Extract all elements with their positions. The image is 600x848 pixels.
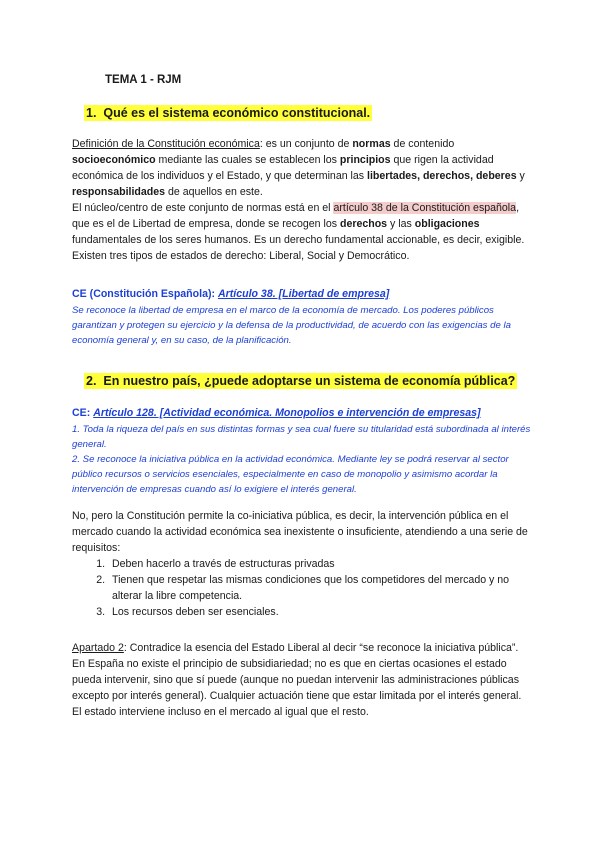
document-title: TEMA 1 - RJM	[105, 74, 182, 86]
apartado-paragraph	[72, 640, 532, 720]
heading-text: Qué es el sistema económico constitucional.	[103, 106, 371, 120]
heading-number: 2.	[86, 374, 97, 388]
bold-term: normas	[352, 138, 391, 150]
bold-term: libertades, derechos, deberes	[367, 170, 517, 182]
ce-prefix: CE:	[72, 407, 94, 419]
apartado-label: Apartado 2	[72, 642, 124, 654]
bold-term: obligaciones	[414, 218, 480, 230]
bold-term: socioeconómico	[72, 154, 156, 166]
text-run: que rigen la actividad económica de los individuos y el Estado, y que determinan las	[72, 154, 494, 182]
text-run: de aquellos en este.	[165, 186, 263, 198]
text-run: : Contradice la esencia del Estado Liberal al decir “se reconoce la iniciativa pública”. En España no existe el principio de subsidiariedad; no es que en ciertas ocasiones el estado pueda intervenir, sino que sí puede (aunque no puedan intervenir las administraciones públicas excepto por interés general). Cualquier actuación tiene que estar limitada por el interés general. El estado interviene incluso en el mercado al igual que el resto.	[72, 642, 522, 718]
heading-text: En nuestro país, ¿puede adoptarse un sistema de economía pública?	[103, 374, 516, 388]
article-128-link[interactable]: Artículo 128. [Actividad económica. Monopolios e intervención de empresas]	[93, 407, 481, 419]
article-128-item-1: 1. Toda la riqueza del país en sus distintas formas y sea cual fuere su titularidad está subordinada al interés general.	[72, 424, 531, 450]
article-38-text: Se reconoce la libertad de empresa en el marco de la economía de mercado. Los poderes públicos garantizan y protegen su ejercicio y la defensa de la productividad, de acuerdo con las exigencias de la economía general y, en su caso, de la planificación.	[72, 305, 511, 346]
bold-term: derechos	[339, 218, 388, 230]
heading-highlight	[84, 105, 372, 121]
bold-term: responsabilidades	[72, 186, 166, 198]
list-item: 1. Deben hacerlo a través de estructuras privadas	[108, 556, 532, 572]
highlighted-reference: artículo 38 de la Constitución española	[333, 202, 517, 214]
bold-term: principios	[339, 154, 391, 166]
text-run: Existen tres tipos de estados de derecho: Liberal, Social y Democrático.	[72, 250, 410, 262]
ce-reference-38	[72, 288, 532, 300]
requirements-list	[72, 556, 532, 620]
text-run: fundamentales de los seres humanos. Es un derecho fundamental accionable, es decir, exigible.	[72, 234, 525, 246]
ce-reference-128	[72, 407, 532, 419]
article-38-link[interactable]: Artículo 38. [Libertad de empresa]	[217, 288, 390, 300]
ce-prefix: CE (Constitución Española):	[72, 288, 218, 300]
text-run: de contenido	[390, 138, 455, 150]
answer-paragraph: No, pero la Constitución permite la co-iniciativa pública, es decir, la intervención pública en el mercado cuando la actividad económica sea inexistente o insuficiente, atendiendo a una serie de requisitos:	[72, 510, 528, 554]
definition-label: Definición de la Constitución económica	[72, 138, 260, 150]
heading-question-2	[84, 374, 544, 388]
list-item: 3. Los recursos deben ser esenciales.	[108, 604, 532, 620]
heading-number: 1.	[86, 106, 97, 120]
heading-highlight	[84, 373, 517, 389]
text-run: mediante las cuales se establecen los	[155, 154, 340, 166]
text-run: , que es el de Libertad de empresa, donde se recogen los	[72, 202, 520, 230]
heading-question-1	[84, 106, 544, 120]
definition-paragraph	[72, 136, 532, 264]
text-run: y	[516, 170, 525, 182]
text-run: : es un conjunto de	[259, 138, 353, 150]
text-run: y las	[387, 218, 415, 230]
article-128-item-2: 2. Se reconoce la iniciativa pública en la actividad económica. Mediante ley se podrá reservar al sector público recursos o servicios esenciales, especialmente en caso de monopolio y asimismo acordar la intervención de empresas cuando así lo exigiere el interés general.	[72, 454, 509, 495]
text-run: El núcleo/centro de este conjunto de normas está en el	[72, 202, 334, 214]
list-item: 2. Tienen que respetar las mismas condiciones que los competidores del mercado y no alterar la libre competencia.	[108, 572, 532, 604]
